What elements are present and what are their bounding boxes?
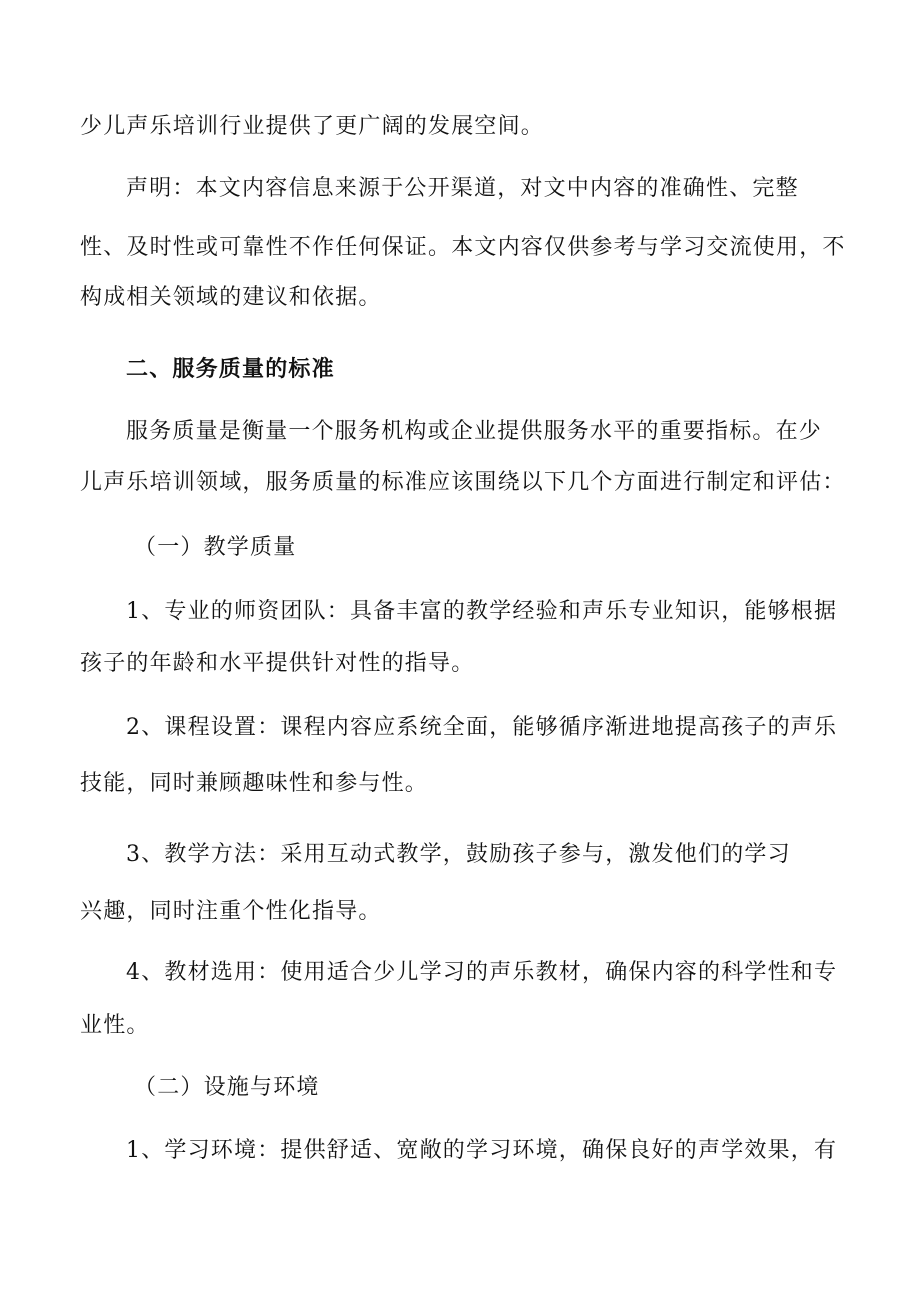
teaching-item-1-line-2: 孩子的年龄和水平提供针对性的指导。 <box>80 651 475 676</box>
disclaimer-line-1: 声明：本文内容信息来源于公开渠道，对文中内容的准确性、完整 <box>126 176 799 201</box>
teaching-item-3-line-1: 3、教学方法：采用互动式教学，鼓励孩子参与，激发他们的学习 <box>126 842 791 867</box>
section-heading: 二、服务质量的标准 <box>126 356 335 382</box>
teaching-item-3-line-2: 兴趣，同时注重个性化指导。 <box>80 899 382 924</box>
teaching-item-4-line-1: 4、教材选用：使用适合少儿学习的声乐教材，确保内容的科学性和专 <box>126 960 838 985</box>
disclaimer-line-2: 性、及时性或可靠性不作任何保证。本文内容仅供参考与学习交流使用，不 <box>80 235 846 260</box>
teaching-item-2-line-2: 技能，同时兼顾趣味性和参与性。 <box>80 771 429 796</box>
section-intro-line-2: 儿声乐培训领域，服务质量的标准应该围绕以下几个方面进行制定和评估： <box>80 470 846 495</box>
disclaimer-line-3: 构成相关领域的建议和依据。 <box>80 285 382 310</box>
teaching-item-4-line-2: 业性。 <box>80 1013 150 1038</box>
facilities-item-1-line-1: 1、学习环境：提供舒适、宽敞的学习环境，确保良好的声学效果，有 <box>126 1138 838 1163</box>
intro-tail-text: 少儿声乐培训行业提供了更广阔的发展空间。 <box>80 114 545 139</box>
teaching-item-2-line-1: 2、课程设置：课程内容应系统全面，能够循序渐进地提高孩子的声乐 <box>126 715 838 740</box>
teaching-item-1-line-1: 1、专业的师资团队：具备丰富的教学经验和声乐专业知识，能够根据 <box>126 599 838 624</box>
subsection-title-facilities: （二）设施与环境 <box>134 1075 320 1100</box>
subsection-title-teaching: （一）教学质量 <box>134 535 297 560</box>
section-intro-line-1: 服务质量是衡量一个服务机构或企业提供服务水平的重要指标。在少 <box>126 419 823 444</box>
